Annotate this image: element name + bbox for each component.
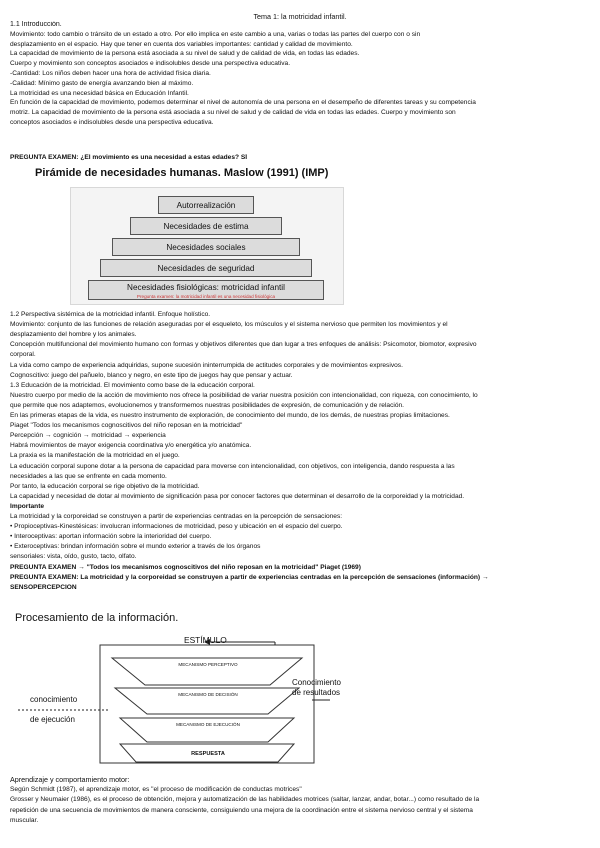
text-line: • Interoceptivas: aportan información sobre la interioridad del cuerpo. <box>10 533 212 541</box>
text-line: Movimiento: conjunto de las funciones de relación aseguradas por el esqueleto, los músculos y el sistema nervioso que permiten los movimientos y el <box>10 321 448 329</box>
text-line: sensoriales: vista, oído, gusto, tacto, olfato. <box>10 553 137 561</box>
pyramid-level: Necesidades de estima <box>130 217 282 235</box>
flow-title: Procesamiento de la información. <box>15 612 179 624</box>
flow-estimulo: ESTÍMULO <box>184 635 227 645</box>
text-line: PREGUNTA EXAMEN: La motricidad y la corporeidad se construyen a partir de experiencias centradas en la percepción de sensaciones (información) → <box>10 573 489 581</box>
flow-box-1-label: MECANISMO PERCEPTIVO <box>178 662 238 667</box>
flow-right-label: Conocimiento de resultados <box>292 678 341 697</box>
text-line: desplazamiento en el espacio. Hay que tener en cuenta dos variables importantes: cantidad y calidad de movimiento. <box>10 40 353 48</box>
pyramid-level: Necesidades de seguridad <box>100 259 312 277</box>
text-line: Piaget "Todos los mecanismos cognoscitivos del niño reposan en la motricidad" <box>10 422 243 430</box>
text-line: Grosser y Neumaier (1986), es el proceso de obtención, mejora y automatización de las habilidades motrices (saltar, lanzar, andar, botar...) como resultado de la <box>10 796 480 804</box>
text-line: desplazamiento del hombre y los animales. <box>10 331 137 339</box>
text-line: corporal. <box>10 351 36 359</box>
text-line: que permite que nos adaptemos, evolucionemos y transformemos nuestras posibilidades de expresión, de comunicación y de relación. <box>10 401 405 409</box>
text-line: En las primeras etapas de la vida, es nuestro instrumento de exploración, de conocimiento del mundo, de los demás, de nuestras propias limitaciones. <box>10 412 450 419</box>
text-line: Importante <box>10 502 45 510</box>
text-line: La motricidad es una necesidad básica en Educación Infantil. <box>10 89 189 97</box>
text-line: 1.3 Educación de la motricidad. El movimiento como base de la educación corporal. <box>10 381 255 389</box>
text-line: repetición de una secuencia de movimientos de manera consciente, consiguiendo una mejora de la coordinación entre el sistema nervioso central y el sistema <box>10 806 473 814</box>
text-line: Concepción multifuncional del movimiento humano con formas y objetivos diferentes que dan lugar a tres enfoques de análisis: Psicomotor, biomotor, expresivo <box>10 341 477 349</box>
text-line: PREGUNTA EXAMEN → "Todos los mecanismos cognoscitivos del niño reposan en la motricidad" Piaget (1969) <box>10 563 361 571</box>
text-line: -Calidad: Mínimo gasto de energía avanzando bien al máximo. <box>10 79 194 87</box>
text-line: Cognoscitivo: juego del pañuelo, blanco y negro, en este tipo de juegos hay que pensar y actuar. <box>10 371 293 379</box>
text-line: motriz. La capacidad de movimiento de la persona está asociada a su nivel de salud y de calidad de vida en todas las edades. Cuerpo y movimiento son <box>10 109 456 117</box>
pyramid-note: Pregunta examen: la motricidad infantil es una necesidad fisiológica <box>136 294 276 299</box>
text-line: Habrá movimientos de mayor exigencia coordinativa y/o energética y/o anatómica. <box>10 442 252 450</box>
document-header: Tema 1: la motricidad infantil. <box>253 12 347 21</box>
pregunta-examen-1: PREGUNTA EXAMEN: ¿El movimiento es una necesidad a estas edades? SÍ <box>10 154 248 161</box>
text-line: SENSOPERCEPCIÓN <box>10 583 77 591</box>
pyramid-level: Necesidades sociales <box>112 238 300 256</box>
text-line: muscular. <box>10 816 39 824</box>
text-line: • Exteroceptivas: brindan información sobre el mundo exterior a través de los órganos <box>10 543 261 551</box>
pyramid-title: Pirámide de necesidades humanas. Maslow (1991) (IMP) <box>35 167 329 179</box>
pyramid-level: Autorrealización <box>158 196 254 214</box>
text-line: Nuestro cuerpo por medio de la acción de movimiento nos ofrece la posibilidad de variar nuestra posición con intencionalidad, con riqueza, con conocimiento, lo <box>10 391 478 399</box>
text-line: necesidades a las que se enfrente en cada momento. <box>10 472 167 480</box>
flow-box-3-label: MECANISMO DE EJECUCIÓN <box>176 722 240 727</box>
text-line: Movimiento: todo cambio o tránsito de un estado a otro. Por ello implica en este cambio a una, varias o todas las partes del cuerpo con o sin <box>10 30 421 38</box>
text-line: Por tanto, la educación corporal se rige objetivo de la motricidad. <box>10 482 200 490</box>
pyramid-level: Necesidades fisiológicas: motricidad infantil <box>88 280 324 300</box>
text-line: La vida como campo de experiencia adquiridas, supone sucesión ininterrumpida de actitudes corporales y de movimientos expresivos. <box>10 361 403 369</box>
text-line: La educación corporal supone dotar a la persona de capacidad para moverse con intencionalidad, con objetivos, con inteligencia, dando respuesta a las <box>10 462 455 470</box>
flow-box-2-label: MECANISMO DE DECISIÓN <box>178 692 238 697</box>
text-line: La motricidad y la corporeidad se construyen a partir de experiencias centradas en la percepción de sensaciones: <box>10 513 343 520</box>
text-line: La capacidad de movimiento de la persona está asociada a su nivel de salud y de calidad de vida, en todas las edades. <box>10 50 360 58</box>
text-line: Cuerpo y movimiento son conceptos asociados e indisolubles desde una perspectiva educativa. <box>10 60 291 68</box>
text-line: • Propioceptivas-Kinestésicas: involucran informaciones de motricidad, peso y ubicación en el espacio del cuerpo. <box>10 523 343 531</box>
text-line: 1.1 Introducción. <box>10 21 62 28</box>
text-line: -Cantidad: Los niños deben hacer una hora de actividad física diaria. <box>10 70 211 77</box>
flow-diagram <box>0 630 600 770</box>
text-line: Percepción → cognición → motricidad → experiencia <box>10 432 166 440</box>
text-line: Aprendizaje y comportamiento motor: <box>10 776 130 784</box>
text-line: 1.2 Perspectiva sistémica de la motricidad infantil. Enfoque holístico. <box>10 311 211 318</box>
flow-left-label: conocimiento de ejecución <box>30 695 78 724</box>
flow-box-4-label: RESPUESTA <box>191 751 225 757</box>
text-line: La praxia es la manifestación de la motricidad en el juego. <box>10 452 180 460</box>
text-line: Según Schmidt (1987), el aprendizaje motor, es "el proceso de modificación de conductas motrices" <box>10 786 302 794</box>
text-line: La capacidad y necesidad de dotar al movimiento de significación pasa por conocer factores que determinan el desarrollo de la corporeidad y la motricidad. <box>10 492 465 500</box>
text-line: En función de la capacidad de movimiento, podemos determinar el nivel de autonomía de una persona en el desempeño de diferentes tareas y su competencia <box>10 99 476 107</box>
text-line: conceptos asociados e indisolubles desde una perspectiva educativa. <box>10 119 214 126</box>
